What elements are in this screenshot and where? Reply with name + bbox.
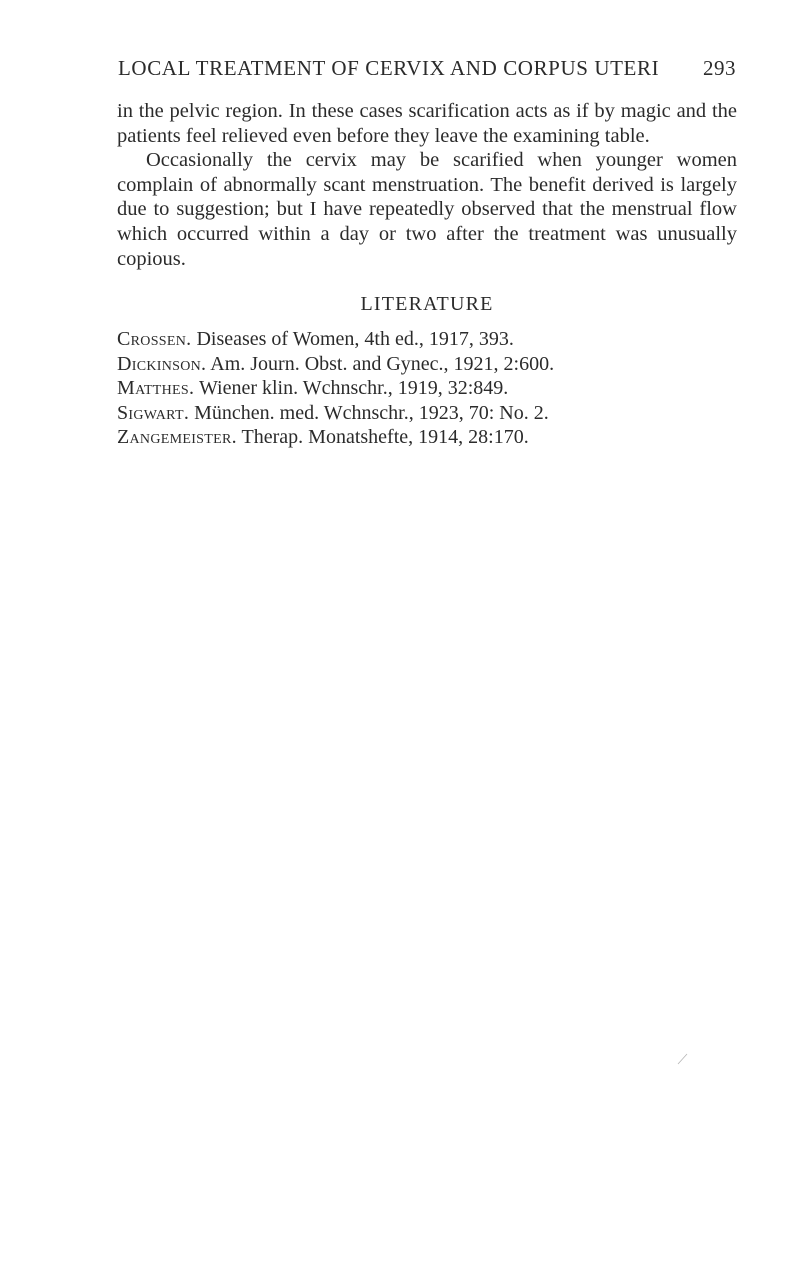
page-number: 293 xyxy=(703,56,736,80)
reference-item xyxy=(117,352,737,377)
body-text xyxy=(117,99,737,271)
running-head xyxy=(112,56,736,86)
reference-citation: München. med. Wchnschr., 1923, 70: No. 2. xyxy=(194,401,549,424)
reference-author: Matthes. xyxy=(117,377,195,400)
literature-heading: LITERATURE xyxy=(360,293,494,315)
reference-author: Crossen. xyxy=(117,328,192,350)
paragraph-continuation: in the pelvic region. In these cases scarification acts as if by magic and the patients feel relieved even before they leave the examining table. xyxy=(117,100,737,147)
pencil-mark-icon xyxy=(676,1053,688,1065)
running-title: LOCAL TREATMENT OF CERVIX AND CORPUS UTERI xyxy=(118,56,660,80)
paragraph-scant-menstruation: Occasionally the cervix may be scarified when younger women complain of abnormally scant menstruation. The benefit derived is largely due to suggestion; but I have repeatedly observed that the menstrual flow which occurred within a day or two after the treatment was unusually copious. xyxy=(117,149,737,270)
reference-item xyxy=(117,327,737,352)
reference-citation: Am. Journ. Obst. and Gynec., 1921, 2:600. xyxy=(210,352,555,375)
reference-item xyxy=(117,376,737,401)
reference-citation: Diseases of Women, 4th ed., 1917, 393. xyxy=(196,328,514,350)
reference-citation: Wiener klin. Wchnschr., 1919, 32:849. xyxy=(198,377,509,400)
reference-citation: Therap. Monatshefte, 1914, 28:170. xyxy=(241,426,529,449)
reference-list xyxy=(117,327,737,450)
reference-author: Zangemeister. xyxy=(117,426,237,449)
reference-item xyxy=(117,401,737,426)
reference-author: Sigwart. xyxy=(117,401,190,424)
reference-author: Dickinson. xyxy=(117,352,207,375)
reference-item xyxy=(117,425,737,450)
